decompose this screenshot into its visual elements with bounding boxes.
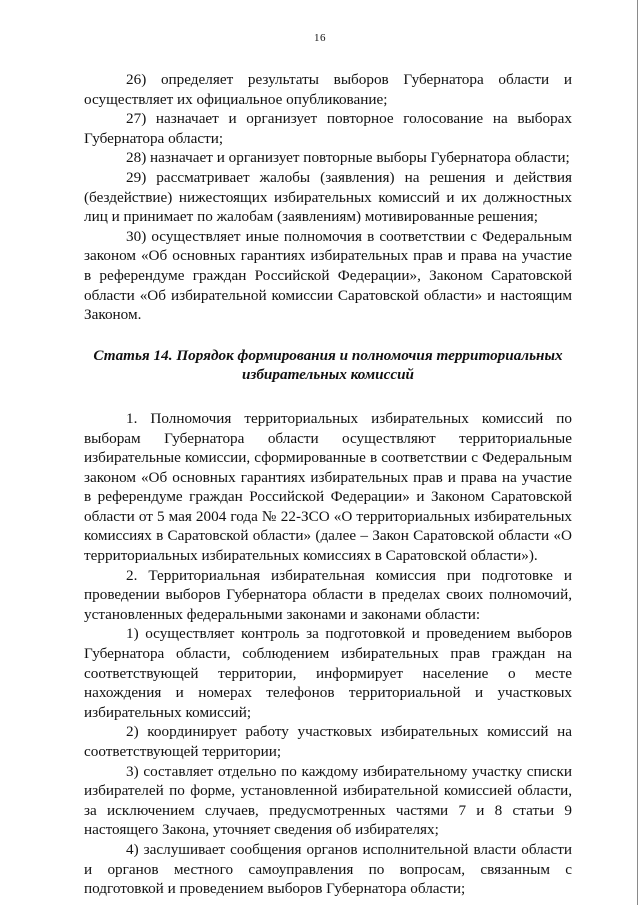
list-item-26: 26) определяет результаты выборов Губернатора области и осуществляет их официальное опубликование; [84,71,572,108]
page-edge-line [637,0,638,905]
article-heading: Статья 14. Порядок формирования и полномочия территориальных избирательных комиссий [93,346,563,384]
list-item-28: 28) назначает и организует повторные выборы Губернатора области; [126,149,570,167]
list-item-27: 27) назначает и организует повторное голосование на выборах Губернатора области; [84,110,572,147]
page-number: 16 [314,32,326,44]
list-item-2: 2) координирует работу участковых избирательных комиссий на соответствующей территории; [84,723,572,760]
list-item-30: 30) осуществляет иные полномочия в соответствии с Федеральным законом «Об основных гарантиях избирательных прав и права на участие в референдуме граждан Российской Федерации», Законом Саратовской области «Об избирательной комиссии Саратовской области» и настоящим Законом. [84,227,572,324]
document-body [84,70,572,899]
list-item-3: 3) составляет отдельно по каждому избирательному участку списки избирателей по форме, установленной избирательной комиссией области, за исключением случаев, предусмотренных частями 7 и 8 статьи 9 настоящего Закона, уточняет сведения об избирателях; [84,762,572,839]
list-item-1: 1) осуществляет контроль за подготовкой и проведением выборов Губернатора области, соблюдением избирательных прав граждан на соответствующей территории, информирует население о месте нахождения и номерах телефонов территориальной и участковых избирательных комиссий; [84,625,572,721]
list-item-4: 4) заслушивает сообщения органов исполнительной власти области и органов местного самоуправления по вопросам, связанным с подготовкой и проведением выборов Губернатора области; [84,840,572,898]
article-part-1: 1. Полномочия территориальных избирательных комиссий по выборам Губернатора области осуществляют территориальные избирательные комиссии, сформированные в соответствии с Федеральным законом «Об основных гарантиях избирательных прав и права на участие в референдуме граждан Российской Федерации» и Законом Саратовской области от 5 мая 2004 года № 22-ЗСО «О территориальных избирательных комиссиях в Саратовской области» (далее – Закон Саратовской области «О территориальных избирательных комиссиях в Саратовской области»). [84,409,572,565]
article-part-2: 2. Территориальная избирательная комиссия при подготовке и проведении выборов Губернатора области в пределах своих полномочий, установленных федеральными законами и законами области: [84,566,572,623]
list-item-29: 29) рассматривает жалобы (заявления) на решения и действия (бездействие) нижестоящих избирательных комиссий и их должностных лиц и принимает по жалобам (заявлениям) мотивированные решения; [84,168,572,226]
